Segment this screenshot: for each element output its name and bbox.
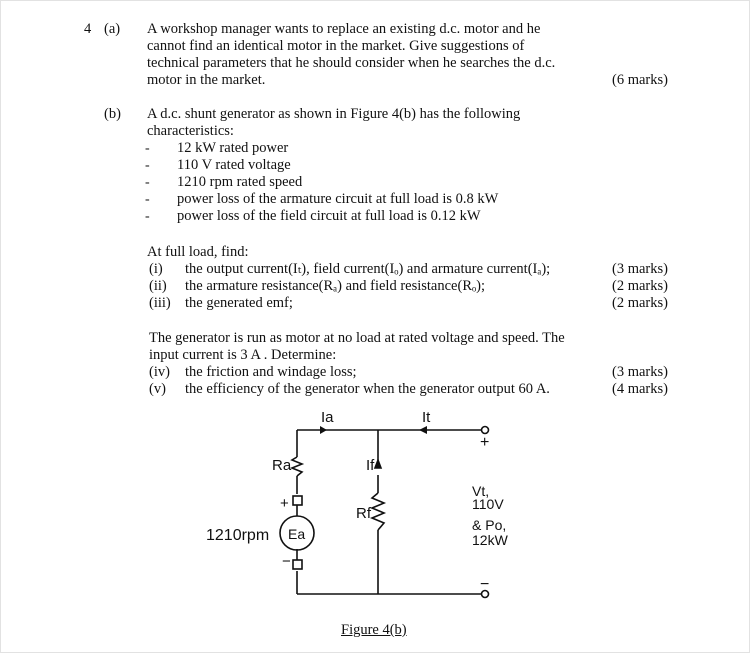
- characteristic-item: 1210 rpm rated speed: [177, 174, 303, 190]
- plus-terminal-label: +: [480, 434, 490, 451]
- characteristic-item: 110 V rated voltage: [177, 157, 291, 173]
- part-a-line: cannot find an identical motor in the market. Give suggestions of: [147, 38, 525, 54]
- list-bullet: -: [145, 209, 150, 224]
- part-a-line: technical parameters that he should consider when he searches the d.c.: [147, 55, 556, 71]
- motor-text-line: The generator is run as motor at no load at rated voltage and speed. The: [149, 330, 565, 346]
- item-number: (iii): [149, 295, 171, 311]
- part-b-intro-line: A d.c. shunt generator as shown in Figure 4(b) has the following: [147, 106, 521, 122]
- item-marks: (2 marks): [612, 278, 668, 294]
- ra-label: Ra: [272, 457, 292, 474]
- part-a-line: A workshop manager wants to replace an existing d.c. motor and he: [147, 21, 541, 37]
- item-number: (i): [149, 261, 163, 277]
- item-text: the armature resistance(Rₐ) and field resistance(Rₒ);: [185, 278, 486, 294]
- armature-minus-sign: −: [282, 553, 291, 570]
- item-number: (iv): [149, 364, 170, 380]
- vt-label-line1: Vt,: [472, 483, 490, 499]
- item-number: (ii): [149, 278, 167, 294]
- armature-brush-bottom: [293, 560, 302, 569]
- list-bullet: -: [145, 158, 150, 173]
- ia-label: Ia: [321, 409, 334, 426]
- item-marks: (3 marks): [612, 364, 668, 380]
- item-text: the output current(Iₜ), field current(Iₒ) and armature current(Iₐ);: [185, 261, 551, 277]
- part-b-intro-line: characteristics:: [147, 123, 234, 139]
- item-text: the efficiency of the generator when the generator output 60 A.: [185, 381, 550, 397]
- if-arrow: [375, 460, 381, 468]
- vt-label-line4: 12kW: [472, 532, 508, 548]
- it-arrow: [419, 426, 427, 434]
- if-label: If: [366, 457, 375, 474]
- question-number: 4: [84, 21, 92, 37]
- part-a-line: motor in the market.: [147, 72, 266, 88]
- rf-resistor: [372, 493, 384, 530]
- vt-label-line2: 110V: [472, 496, 504, 512]
- armature-plus-sign: +: [280, 495, 289, 512]
- list-bullet: -: [145, 175, 150, 190]
- minus-terminal-label: −: [480, 576, 490, 593]
- part-a-marks: (6 marks): [612, 72, 668, 88]
- item-marks: (4 marks): [612, 381, 668, 397]
- item-marks: (2 marks): [612, 295, 668, 311]
- part-b-label: (b): [104, 106, 121, 122]
- ia-arrow: [320, 426, 327, 434]
- it-label: It: [422, 409, 431, 426]
- part-a-label: (a): [104, 21, 121, 37]
- item-number: (v): [149, 381, 166, 397]
- armature-brush-top: [293, 496, 302, 505]
- speed-label: 1210rpm: [206, 527, 270, 544]
- motor-text-line: input current is 3 A . Determine:: [149, 347, 337, 363]
- plus-terminal-icon: [482, 427, 489, 434]
- rf-label: Rf: [356, 505, 371, 522]
- item-marks: (3 marks): [612, 261, 668, 277]
- characteristic-item: power loss of the field circuit at full load is 0.12 kW: [177, 208, 481, 224]
- characteristic-item: power loss of the armature circuit at full load is 0.8 kW: [177, 191, 499, 207]
- list-bullet: -: [145, 141, 150, 156]
- ea-label: Ea: [288, 526, 306, 542]
- full-load-heading: At full load, find:: [147, 244, 249, 260]
- item-text: the generated emf;: [185, 295, 293, 311]
- ra-resistor: [292, 457, 302, 476]
- characteristic-item: 12 kW rated power: [177, 140, 289, 156]
- list-bullet: -: [145, 192, 150, 207]
- vt-label-line3: & Po,: [472, 517, 507, 533]
- item-text: the friction and windage loss;: [185, 364, 357, 380]
- figure-caption: Figure 4(b): [341, 622, 407, 638]
